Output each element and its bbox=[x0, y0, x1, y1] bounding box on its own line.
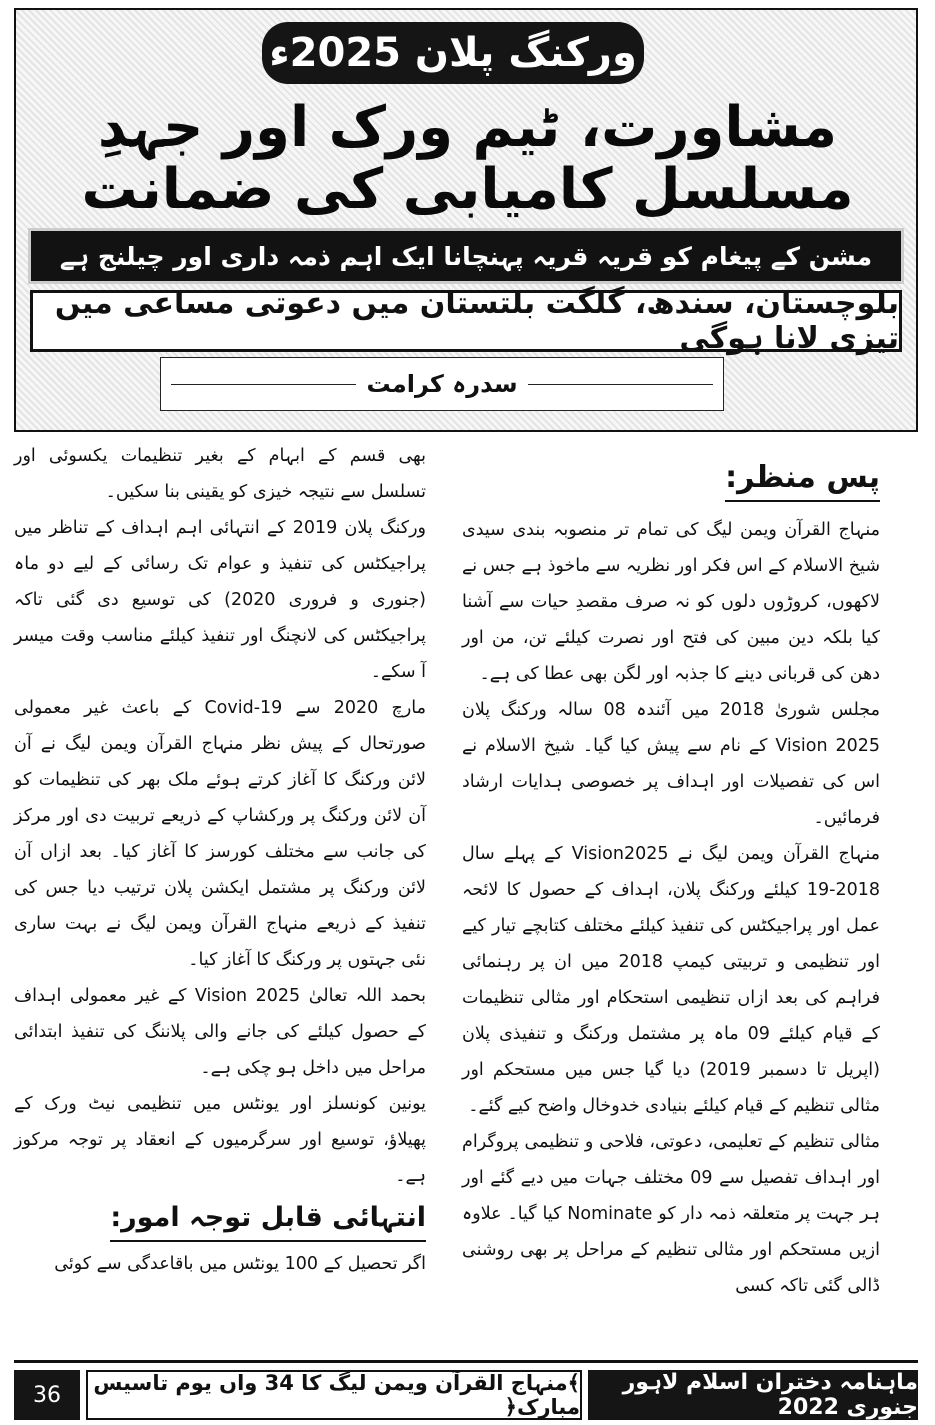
byline-rule bbox=[171, 384, 356, 385]
right-column bbox=[462, 438, 880, 1304]
subheadline-regions: بلوچستان، سندھ، گلگت بلتستان میں دعوتی مساعی میں تیزی لانا ہوگی bbox=[30, 290, 902, 352]
footer-rule bbox=[14, 1360, 918, 1363]
paragraph: منہاج القرآن ویمن لیگ نے Vision2025 کے پہلے سال 2018-19 کیلئے ورکنگ پلان، اہداف کے حصول کا لائحہ عمل اور پراجیکٹس کی تنفیذ کیلئے مختلف کتابچے تیار کیے اور تنظیمی و تربیتی کیمپ 2018 میں ان پر رہنمائی فراہم کی بعد ازاں تنظیمی استحکام اور مثالی تنظیمات کے قیام کیلئے 09 ماہ پر مشتمل ورکنگ و تنفیذی پلان (اپریل تا دسمبر 2019) دیا گیا جس میں مستحکم اور مثالی تنظیم کے قیام کیلئے بنیادی خدوخال واضح کیے گئے۔ bbox=[462, 844, 881, 1116]
section-heading-key-points: انتہائی قابل توجہ امور: bbox=[110, 1196, 426, 1242]
paragraph: مجلس شوریٰ 2018 میں آئندہ 08 سالہ ورکنگ پلان Vision 2025 کے نام سے پیش کیا گیا۔ شیخ الاسلام نے اس کی تفصیلات اور اہداف پر خصوصی ہدایات ارشاد فرمائیں۔ bbox=[462, 700, 881, 828]
left-column bbox=[14, 438, 426, 1282]
byline-rule bbox=[528, 384, 713, 385]
page-footer bbox=[14, 1370, 918, 1420]
paragraph: ورکنگ پلان 2019 کے انتہائی اہم اہداف کے تناظر میں پراجیکٹس کی تنفیذ و عوام تک رسائی کے لیے دو ماہ (جنوری و فروری 2020) کی توسیع دی گئی تاکہ پراجیکٹس کی لانچنگ اور تنفیذ کیلئے مناسب وقت میسر آ سکے۔ bbox=[14, 518, 426, 682]
footer-anniversary-text: ﴾منہاج القرآن ویمن لیگ کا 34 واں یوم تاسیس مبارک﴿ bbox=[86, 1370, 582, 1420]
page-number: 36 bbox=[14, 1370, 80, 1420]
author-name: سدرہ کرامت bbox=[366, 370, 518, 398]
paragraph: منہاج القرآن ویمن لیگ کی تمام تر منصوبہ بندی سیدی شیخ الاسلام کے اس فکر اور نظریہ سے ماخوذ ہے جس نے لاکھوں، کروڑوں دلوں کو نہ صرف مقصدِ حیات سے آشنا کیا بلکہ دین مبین کی فتح اور نصرت کیلئے تن، من اور دھن کی قربانی دینے کا جذبہ اور لگن بھی عطا کی ہے۔ bbox=[462, 520, 880, 684]
paragraph: مثالی تنظیم کے تعلیمی، دعوتی، فلاحی و تنظیمی پروگرام اور اہداف تفصیل سے 09 مختلف جہات میں دیے گئے اور ہر جہت پر متعلقہ ذمہ دار کو Nominate کیا گیا۔ علاوہ ازیں مستحکم اور مثالی تنظیم کے مراحل پر بھی روشنی ڈالی گئی تاکہ کسی bbox=[462, 1132, 881, 1296]
paragraph: بھی قسم کے ابہام کے بغیر تنظیمات یکسوئی اور تسلسل سے نتیجہ خیزی کو یقینی بنا سکیں۔ bbox=[14, 446, 426, 502]
plan-banner: ورکنگ پلان 2025ء bbox=[262, 22, 644, 84]
magazine-issue: ماہنامہ دختران اسلام لاہور جنوری 2022 bbox=[588, 1370, 918, 1420]
subheadline-mission: مشن کے پیغام کو قریہ قریہ پہنچانا ایک اہم ذمہ داری اور چیلنج ہے bbox=[28, 228, 904, 284]
paragraph: مارچ 2020 سے Covid-19 کے باعث غیر معمولی صورتحال کے پیش نظر منہاج القرآن ویمن لیگ نے آن لائن ورکنگ کا آغاز کرتے ہوئے ملک بھر کی تنظیمات کو آن لائن ورکنگ پر ورکشاپ کے ذریعے تربیت دی اور مرکز کی جانب سے مختلف کورسز کا آغاز کیا۔ بعد ازاں آن لائن ورکنگ پر مشتمل ایکشن پلان ترتیب دیا جس کی تنفیذ کے ذریعے منہاج القرآن ویمن لیگ نے بہت ساری نئی جہتوں پر ورکنگ کا آغاز کیا۔ bbox=[14, 698, 426, 970]
paragraph: اگر تحصیل کے 100 یونٹس میں باقاعدگی سے کوئی bbox=[54, 1254, 426, 1274]
section-heading-background: پس منظر: bbox=[725, 456, 880, 502]
author-byline bbox=[160, 357, 724, 411]
paragraph: بحمد اللہ تعالیٰ Vision 2025 کے غیر معمولی اہداف کے حصول کیلئے کی جانے والی پلاننگ کی تنفیذ ابتدائی مراحل میں داخل ہو چکی ہے۔ bbox=[14, 986, 427, 1078]
article-headline: مشاورت، ٹیم ورک اور جہدِ مسلسل کامیابی کی ضمانت bbox=[81, 95, 854, 222]
paragraph: یونین کونسلز اور یونٹس میں تنظیمی نیٹ ورک کے پھیلاؤ، توسیع اور سرگرمیوں کے انعقاد پر توجہ مرکوز ہے۔ bbox=[14, 1094, 426, 1186]
